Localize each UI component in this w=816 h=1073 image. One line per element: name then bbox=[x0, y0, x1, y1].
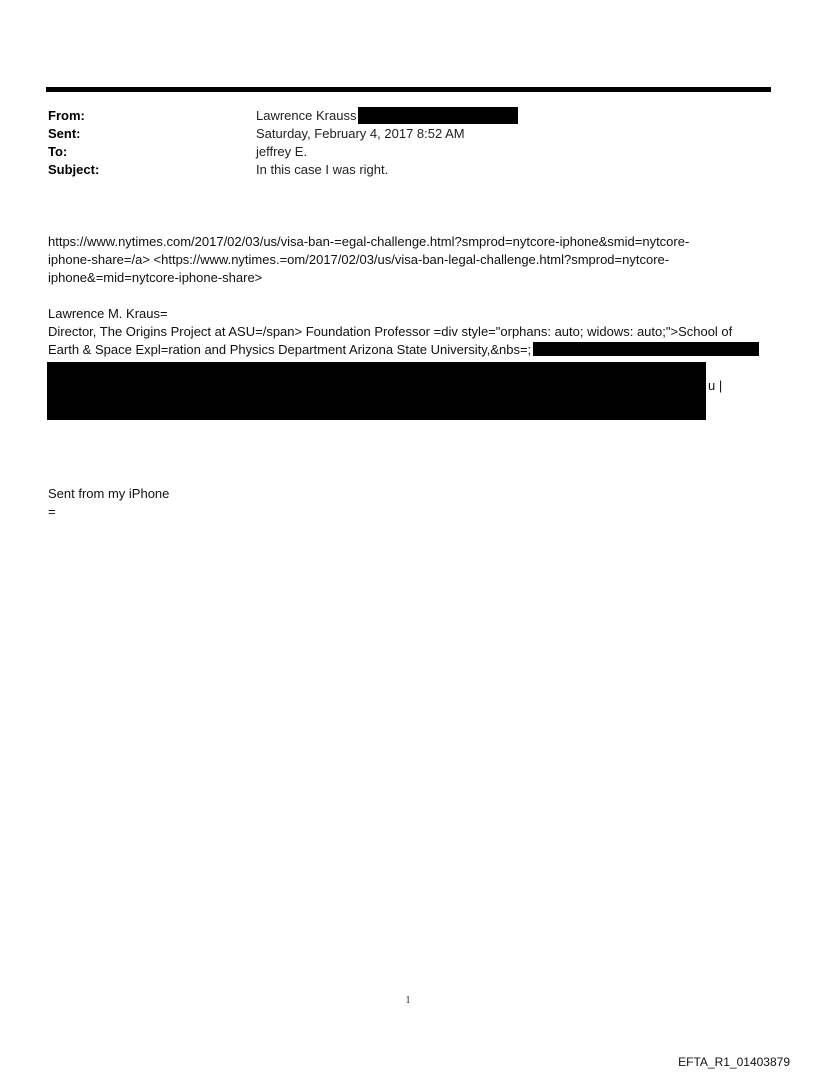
trailing-char: = bbox=[48, 504, 56, 519]
subject-value: In this case I was right. bbox=[256, 162, 389, 177]
to-row bbox=[48, 143, 768, 161]
signature-line-text: Earth & Space Expl=ration and Physics Department Arizona State University,&nbs=; bbox=[48, 342, 532, 357]
signature-block bbox=[48, 305, 773, 359]
subject-row bbox=[48, 161, 768, 179]
header-rule bbox=[46, 87, 771, 92]
to-label: To: bbox=[48, 144, 68, 159]
email-header bbox=[48, 107, 768, 179]
redaction-tail-text: u | bbox=[708, 378, 723, 393]
page-number: 1 bbox=[405, 995, 411, 1006]
url-block bbox=[48, 233, 773, 287]
url-line[interactable]: iphone&=mid=nytcore-iphone-share> bbox=[48, 270, 263, 285]
sent-from-text: Sent from my iPhone bbox=[48, 486, 170, 501]
signature-line bbox=[48, 341, 773, 359]
from-value bbox=[256, 107, 518, 125]
from-row bbox=[48, 107, 768, 125]
from-label: From: bbox=[48, 108, 85, 123]
document-id: EFTA_R1_01403879 bbox=[678, 1055, 790, 1069]
url-line[interactable]: iphone-share=/a> <https://www.nytimes.=om/2017/02/03/us/visa-ban-legal-challenge.html?smprod=nytcore- bbox=[48, 252, 670, 267]
from-name: Lawrence Krauss bbox=[256, 108, 357, 123]
subject-label: Subject: bbox=[48, 162, 100, 177]
redaction-box bbox=[47, 362, 706, 420]
signature-name: Lawrence M. Kraus= bbox=[48, 306, 168, 321]
signature-line: Director, The Origins Project at ASU=/span> Foundation Professor =div style="orphans: auto; widows: auto;">School of bbox=[48, 324, 733, 339]
redaction-box bbox=[358, 107, 518, 124]
url-line[interactable]: https://www.nytimes.com/2017/02/03/us/visa-ban-=egal-challenge.html?smprod=nytcore-iphone&smid=nytcore- bbox=[48, 234, 690, 249]
sent-row bbox=[48, 125, 768, 143]
sent-value: Saturday, February 4, 2017 8:52 AM bbox=[256, 126, 465, 141]
sent-from-block bbox=[48, 485, 169, 521]
redaction-box bbox=[533, 342, 759, 356]
to-value: jeffrey E. bbox=[256, 144, 308, 159]
sent-label: Sent: bbox=[48, 126, 81, 141]
